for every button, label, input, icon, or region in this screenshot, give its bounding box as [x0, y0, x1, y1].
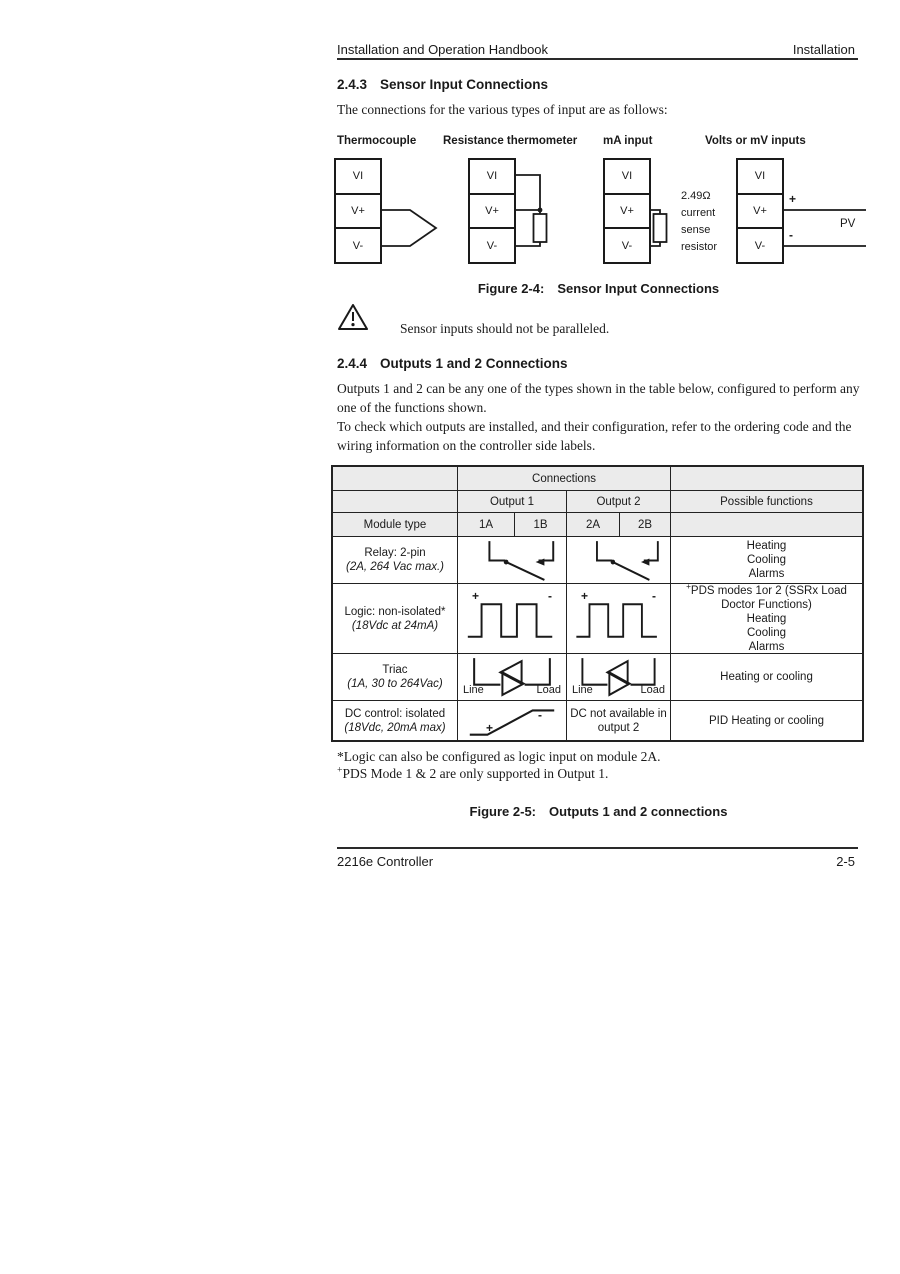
- terminal-label: V+: [620, 205, 634, 217]
- line-label: Line: [572, 684, 593, 696]
- function-line: Alarms: [748, 640, 785, 653]
- relay-symbol-output2: [567, 537, 671, 584]
- header-cell-blank: [333, 491, 458, 513]
- footer-page-number: 2-5: [836, 854, 855, 869]
- terminal-cell: [336, 229, 380, 262]
- load-label: Load: [640, 684, 665, 696]
- header-cell-blank: [671, 467, 862, 491]
- terminal-block-volts: [736, 158, 784, 264]
- plus-label: +: [789, 192, 797, 206]
- header-cell-blank: [671, 513, 862, 537]
- terminal-label: V-: [352, 239, 364, 252]
- module-cell-relay: [333, 537, 458, 584]
- header-cell-2b: 2B: [620, 513, 671, 537]
- module-cell-triac: [333, 654, 458, 701]
- header-cell-1b: 1B: [515, 513, 567, 537]
- terminal-label: V+: [351, 205, 365, 217]
- ma-annotation: [681, 188, 717, 256]
- figure-title: Outputs 1 and 2 connections: [549, 804, 728, 819]
- ma-input-label: mA input: [603, 135, 653, 147]
- module-spec: (2A, 264 Vac max.): [345, 561, 444, 573]
- module-name: Logic: non-isolated*: [344, 605, 446, 618]
- terminal-block-rtd: [468, 158, 516, 264]
- function-line: Heating: [746, 540, 787, 552]
- footnote-2: [337, 764, 608, 783]
- thermocouple-probe-icon: [382, 158, 440, 264]
- footnote-superscript: +: [337, 764, 343, 776]
- figure-2-4-caption: [337, 281, 860, 296]
- functions-cell-dc: [671, 701, 862, 740]
- terminal-block-thermocouple: [334, 158, 382, 264]
- header-cell-possible-functions: Possible functions: [671, 491, 862, 513]
- resistor-icon: [534, 214, 547, 242]
- relay-symbol-output1: [458, 537, 567, 584]
- section-number: 2.4.4: [337, 356, 368, 371]
- header-cell-output-1: Output 1: [458, 491, 567, 513]
- terminal-label: VI: [352, 170, 364, 183]
- resistor-icon: [654, 214, 667, 242]
- footnote-1: *Logic can also be configured as logic input on module 2A.: [337, 749, 661, 764]
- functions-cell-triac: [671, 654, 862, 701]
- line-label: Line: [463, 684, 484, 696]
- relay-icon: [458, 537, 566, 583]
- ma-annotation-line: 2.49Ω: [681, 190, 711, 202]
- function-line: Cooling: [747, 626, 786, 639]
- figure-title: Sensor Input Connections: [557, 281, 720, 296]
- section-title: Sensor Input Connections: [380, 77, 549, 92]
- logic-symbol-output2: [567, 584, 671, 654]
- terminal-block-ma: [603, 158, 651, 264]
- header-left-text: Installation and Operation Handbook: [337, 42, 549, 57]
- load-label: Load: [536, 684, 561, 696]
- function-line: Heating or cooling: [720, 671, 813, 683]
- module-spec: (18Vdc, 20mA max): [344, 721, 446, 734]
- header-rule: [337, 58, 858, 60]
- pv-label: PV: [840, 218, 856, 230]
- minus-label: -: [652, 589, 656, 603]
- function-line: [677, 581, 856, 612]
- header-right-text: Installation: [792, 42, 855, 57]
- thermocouple-label: Thermocouple: [337, 135, 417, 147]
- minus-label: -: [538, 708, 542, 722]
- terminal-cell: [738, 229, 782, 262]
- minus-label: -: [548, 589, 552, 603]
- module-spec: (18Vdc at 24mA): [351, 619, 439, 632]
- module-name: Triac: [382, 664, 408, 676]
- function-line: PID Heating or cooling: [708, 714, 825, 727]
- terminal-cell: [336, 195, 380, 230]
- section-heading-2-4-3: [337, 77, 548, 92]
- function-text: PDS modes 1or 2 (SSRx Load Doctor Functions): [690, 584, 847, 611]
- module-spec: (1A, 30 to 264Vac): [347, 678, 443, 690]
- plus-label: +: [486, 721, 494, 735]
- footer-rule: [337, 847, 858, 849]
- module-name: Relay: 2-pin: [364, 547, 426, 559]
- warning-icon: [338, 302, 368, 331]
- dc-output2-note: DC not available in output 2: [570, 707, 667, 734]
- header-cell-2a: 2A: [567, 513, 620, 537]
- header-cell-module-type: Module type: [333, 513, 458, 537]
- ma-annotation-line: current: [681, 207, 716, 219]
- paragraph-2: To check which outputs are installed, and their configuration, refer to the ordering code and the wiring information on the controller side labels.: [337, 419, 852, 453]
- module-cell-dc: [333, 701, 458, 740]
- ma-annotation-line: sense: [681, 224, 711, 236]
- dc-ramp-icon: [458, 701, 566, 740]
- warning-text: Sensor inputs should not be paralleled.: [400, 321, 610, 336]
- figure-2-5-caption: [337, 804, 860, 819]
- function-line: Cooling: [747, 554, 786, 566]
- figure-number: Figure 2-5:: [469, 804, 537, 819]
- terminal-cell: [738, 195, 782, 230]
- header-cell-blank: [333, 467, 458, 491]
- terminal-cell: [470, 195, 514, 230]
- ma-annotation-line: resistor: [681, 241, 718, 253]
- relay-icon: [567, 537, 670, 583]
- figure-number: Figure 2-4:: [477, 281, 545, 296]
- terminal-label: V-: [486, 239, 498, 252]
- paragraph-1: Outputs 1 and 2 can be any one of the types shown in the table below, configured to perform any one of the functions shown.: [337, 381, 860, 415]
- volts-mv-label: Volts or mV inputs: [705, 135, 806, 147]
- rtd-wiring-icon: [514, 158, 558, 264]
- terminal-label: V+: [753, 205, 767, 217]
- terminal-cell: [605, 195, 649, 230]
- volts-wiring-icon: [784, 158, 870, 264]
- function-line: Heating: [746, 612, 787, 625]
- function-line: Alarms: [748, 568, 785, 580]
- minus-label: -: [789, 228, 793, 242]
- module-name: DC control: isolated: [344, 707, 446, 720]
- rtd-label: Resistance thermometer: [443, 135, 578, 147]
- header-cell-connections: Connections: [458, 467, 671, 491]
- dc-output2-note-cell: [567, 701, 671, 740]
- plus-label: +: [472, 589, 480, 603]
- triac-symbol-output2: [567, 654, 671, 701]
- triac-symbol-output1: [458, 654, 567, 701]
- outputs-table: [331, 465, 864, 742]
- section-title: Outputs 1 and 2 Connections: [380, 356, 568, 371]
- plus-label: +: [581, 589, 589, 603]
- terminal-cell: [470, 160, 514, 195]
- section-number: 2.4.3: [337, 77, 368, 92]
- terminal-label: V+: [485, 205, 499, 217]
- terminal-label: V-: [621, 239, 633, 252]
- terminal-cell: [470, 229, 514, 262]
- dc-symbol-output1: [458, 701, 567, 740]
- terminal-cell: [336, 160, 380, 195]
- functions-cell-relay: [671, 537, 862, 584]
- ma-wiring-icon: [649, 158, 681, 264]
- terminal-label: VI: [754, 170, 766, 183]
- intro-text: The connections for the various types of input are as follows:: [337, 102, 668, 117]
- footer-left-text: 2216e Controller: [337, 854, 434, 869]
- pds-superscript: +: [686, 581, 691, 591]
- terminal-cell: [738, 160, 782, 195]
- terminal-cell: [605, 229, 649, 262]
- terminal-cell: [605, 160, 649, 195]
- terminal-label: VI: [486, 170, 498, 183]
- functions-cell-logic: [671, 581, 862, 654]
- terminal-label: VI: [621, 170, 633, 183]
- footnote-text: PDS Mode 1 & 2 are only supported in Output 1.: [342, 766, 609, 781]
- logic-symbol-output1: [458, 584, 567, 654]
- terminal-label: V-: [754, 239, 766, 252]
- header-cell-1a: 1A: [458, 513, 515, 537]
- module-cell-logic: [333, 584, 458, 654]
- section-heading-2-4-4: [337, 356, 568, 371]
- header-cell-output-2: Output 2: [567, 491, 671, 513]
